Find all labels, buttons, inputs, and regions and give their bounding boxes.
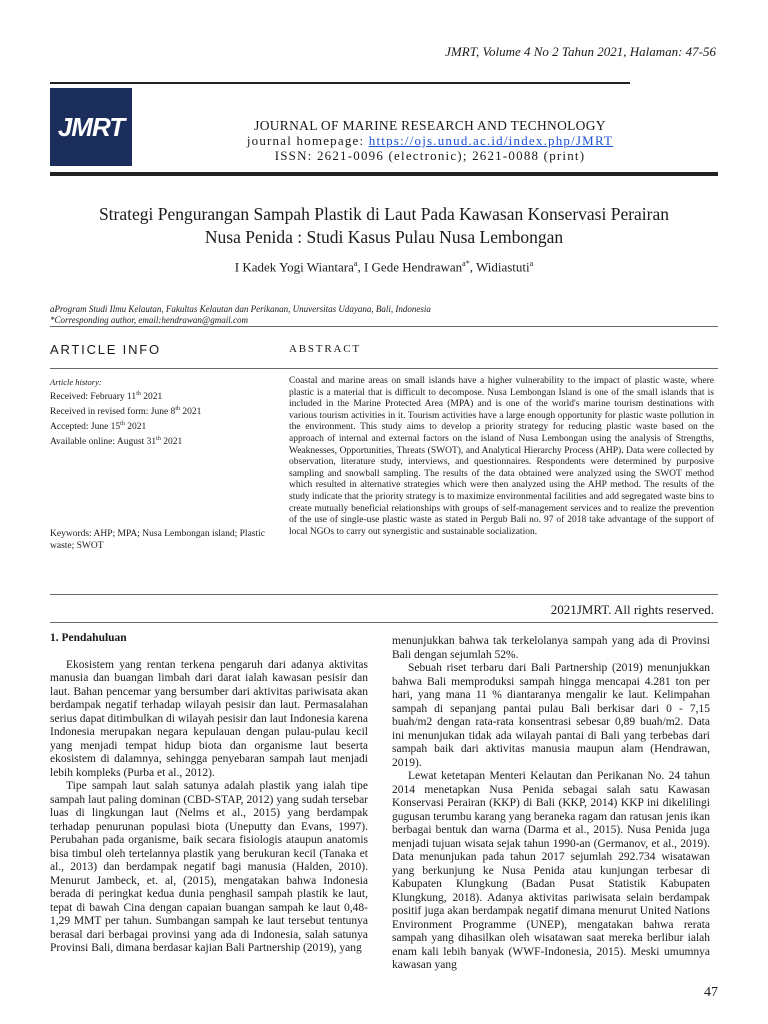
journal-citation: JMRT, Volume 4 No 2 Tahun 2021, Halaman: 47-56: [445, 44, 716, 59]
author-name: I Kadek Yogi Wiantara: [234, 259, 354, 275]
section-heading: 1. Pendahuluan: [50, 632, 127, 644]
homepage-label: journal homepage:: [246, 133, 369, 148]
body-paragraph: Lewat ketetapan Menteri Kelautan dan Perikanan No. 24 tahun 2014 menetapkan Nusa Penida sebagai salah satu Kawasan Konservasi Perairan (KKP) di Bali (KKP, 2014) KKP ini dikelilingi gugusan terumbu karang yang beraneka ragam dan ratusan jenis ikan berbagai bentuk dan warna (Darma et al., 2015). Nusa Penida juga menjadi tujuan wisata sejak tahun 1990-an (Germanov, et al., 2019). Data menunjukan pada tahun 2017 sejumlah 292.734 wisatawan yang berkunjung ke Nusa Penida atau kunjungan terbesar di Kabupaten Klungkung (Badan Pusat Statistik Kabupaten Klungkung, 2018). Adanya aktivitas pariwisata selain berdampak positif juga akan berdampak negatif dimana menurut United Nations Environment Programme (UNEP), mengatakan bahwa rerata sampah yang dihasilkan oleh wisatawan saat mereka berlibur ialah enam kali lebih banyak (WWF-Indonesia, 2015). Meski umumnya kawasan yang: [392, 770, 710, 971]
author-list: I Kadek Yogi Wiantara$^a$, I Gede Hendrawan$^{a*}$, Widiastuti$^a$: [234, 259, 534, 275]
divider: [50, 594, 718, 595]
affiliation: aProgram Studi Ilmu Kelautan, Fakultas Kelautan dan Perikanan, Unuversitas Udayana, Bali, Indonesia: [50, 304, 431, 314]
body-paragraph: menunjukkan bahwa tak terkelolanya sampah yang ada di Provinsi Bali dengan sejumlah 52%.: [392, 635, 710, 661]
header-rule: [50, 82, 630, 84]
divider: [50, 622, 718, 623]
journal-logo: [50, 88, 132, 166]
article-title: [50, 203, 718, 249]
affiliation-block: [50, 304, 718, 326]
author-superscript: a: [529, 259, 534, 268]
page-number: 47: [704, 985, 718, 1000]
body-paragraph: Sebuah riset terbaru dari Bali Partnership (2019) menunjukkan bahwa Bali memproduksi sampah hingga mencapai 4.281 ton per hari, yang mana 11 % diantaranya mengalir ke laut. Kelimpahan sampah di sepanjang pantai pulau Bali berkisar dari 0 - 7,15 buah/m2 dengan rata-rata konsentrasi sebesar 0,89 buah/m2. Data ini menunjukan tidak ada wilayah pantai di Bali yang terbebas dari sampah baik dari aktivitas manusia maupun alam (Hendrawan, 2019).: [392, 662, 710, 769]
author-superscript: a: [353, 259, 358, 268]
article-info-heading: ARTICLE INFO: [50, 342, 161, 357]
journal-issn: ISSN: 2621-0096 (electronic); 2621-0088 (print): [274, 148, 586, 163]
corresponding-author: *Corresponding author, email:hendrawan@gmail.com: [50, 315, 248, 325]
header-thick-rule: [50, 172, 718, 176]
journal-name: JOURNAL OF MARINE RESEARCH AND TECHNOLOGY: [254, 118, 606, 133]
history-entry: Available online: August 31th 2021: [50, 436, 183, 448]
author-name: Widiastuti: [475, 259, 530, 275]
history-label: Article history:: [50, 377, 102, 387]
history-entry: Accepted: June 15th 2021: [50, 421, 147, 433]
history-entry: Received in revised form: June 8th 2021: [50, 406, 202, 418]
body-paragraph: Tipe sampah laut salah satunya adalah plastik yang ialah tipe sampah laut paling dominan (CBD-STAP, 2012) yang sudah tersebar luas di lingkungan laut (Nelms et al., 2015) yang berdampak terhadap penurunan populasi biota (Uneputty dan Evans, 1997). Perubahan pada organisme, baik secara fisiologis ataupun anatomis bisa timbul oleh tertelannya plastik yang berukuran kecil (Tanaka et al., 2013) dan berdampak negatif bagi manusia (Halden, 2010). Menurut Jambeck, et. al, (2015), mengatakan bahwa Indonesia berada di peringkat kedua dunia penghasil sampah plastik ke laut, tepat di bawah Cina dengan capaian buangan sampah ke laut 0,48-1,29 MMT per tahun. Sumbangan sampah ke laut tersebut tentunya berasal dari berbagai provinsi yang ada di Indonesia, salah satunya Provinsi Bali, dimana berdasar kajian Bali Partnership (2019), yang: [50, 780, 368, 954]
journal-info: [150, 118, 710, 163]
title-line-2: Nusa Penida : Studi Kasus Pulau Nusa Lembongan: [204, 227, 564, 247]
body-column-left: [50, 632, 368, 956]
divider: [50, 368, 718, 369]
article-history: [50, 376, 275, 449]
body-paragraph: Ekosistem yang rentan terkena pengaruh dari adanya aktivitas manusia dan buangan limbah dari darat ialah kawasan pesisir dan laut. Bahan pencemar yang bersumber dari aktivitas pariwisata akan berdampak negatif terhadap wilayah pesisir dan laut. Permasalahan serius dapat ditimbulkan di wilayah pesisir dan laut Indonesia karena Indonesia merupakan negara kepulauan dengan pulau-pulau kecil yang menjadi tempat hidup biota dan organisme laut beserta ekosistem di dalamnya, sehingga penyebaran sampah laut menjadi lebih kompleks (Purba et al., 2012).: [50, 658, 368, 779]
abstract-heading: ABSTRACT: [289, 343, 361, 355]
body-column-right: [392, 635, 710, 973]
author-name: I Gede Hendrawan: [363, 259, 463, 275]
divider: [50, 326, 718, 327]
copyright: 2021JMRT. All rights reserved.: [550, 602, 714, 617]
author-superscript: a*: [462, 259, 470, 268]
journal-homepage: [150, 133, 710, 148]
history-entry: Received: February 11th 2021: [50, 391, 163, 403]
abstract-text: Coastal and marine areas on small islands have a higher vulnerability to the impact of plastic waste, where plastic is a material that is difficult to decompose. Nusa Lembongan Island is one of the small islands that is included in the Marine Protected Area (MPA) and is one of the world's marine tourism destinations with various tourism activities in it. Tourism activities have a large enough opportunity for plastic waste pollution in the environment. This study aims to develop a priority strategy for reducing plastic waste based on the approach of internal and external factors on the island of Nusa Lembongan using the analysis of Strengths, Weaknesses, Opportunities, Threats (SWOT), and Analytical Hierarchy Process (AHP). Data were collected by observation, literature study, interviews, and questionnaires. Respondents were determined by purposive sampling and snowball sampling. The results of the data obtained were analyzed using the SWOT method which resulted in alternative strategies which were then analyzed using the AHP method. The results of the study indicate that the priority strategy is to maximize environmental facilities and add segregated waste bins to create mutually beneficial relationships with groups of self-management services and to realize the prevention of the use of single-use plastic waste as stated in Pergub Bali no. 97 of 2018 take advantage of the support of local NGOs to carry out synergistic and sustainable socialization.: [289, 376, 714, 537]
logo-text: JMRT: [57, 111, 125, 142]
title-line-1: Strategi Pengurangan Sampah Plastik di Laut Pada Kawasan Konservasi Perairan: [98, 204, 670, 224]
homepage-link[interactable]: https://ojs.unud.ac.id/index.php/JMRT: [368, 133, 614, 148]
keywords: Keywords: AHP; MPA; Nusa Lembongan island; Plastic waste; SWOT: [50, 529, 265, 551]
